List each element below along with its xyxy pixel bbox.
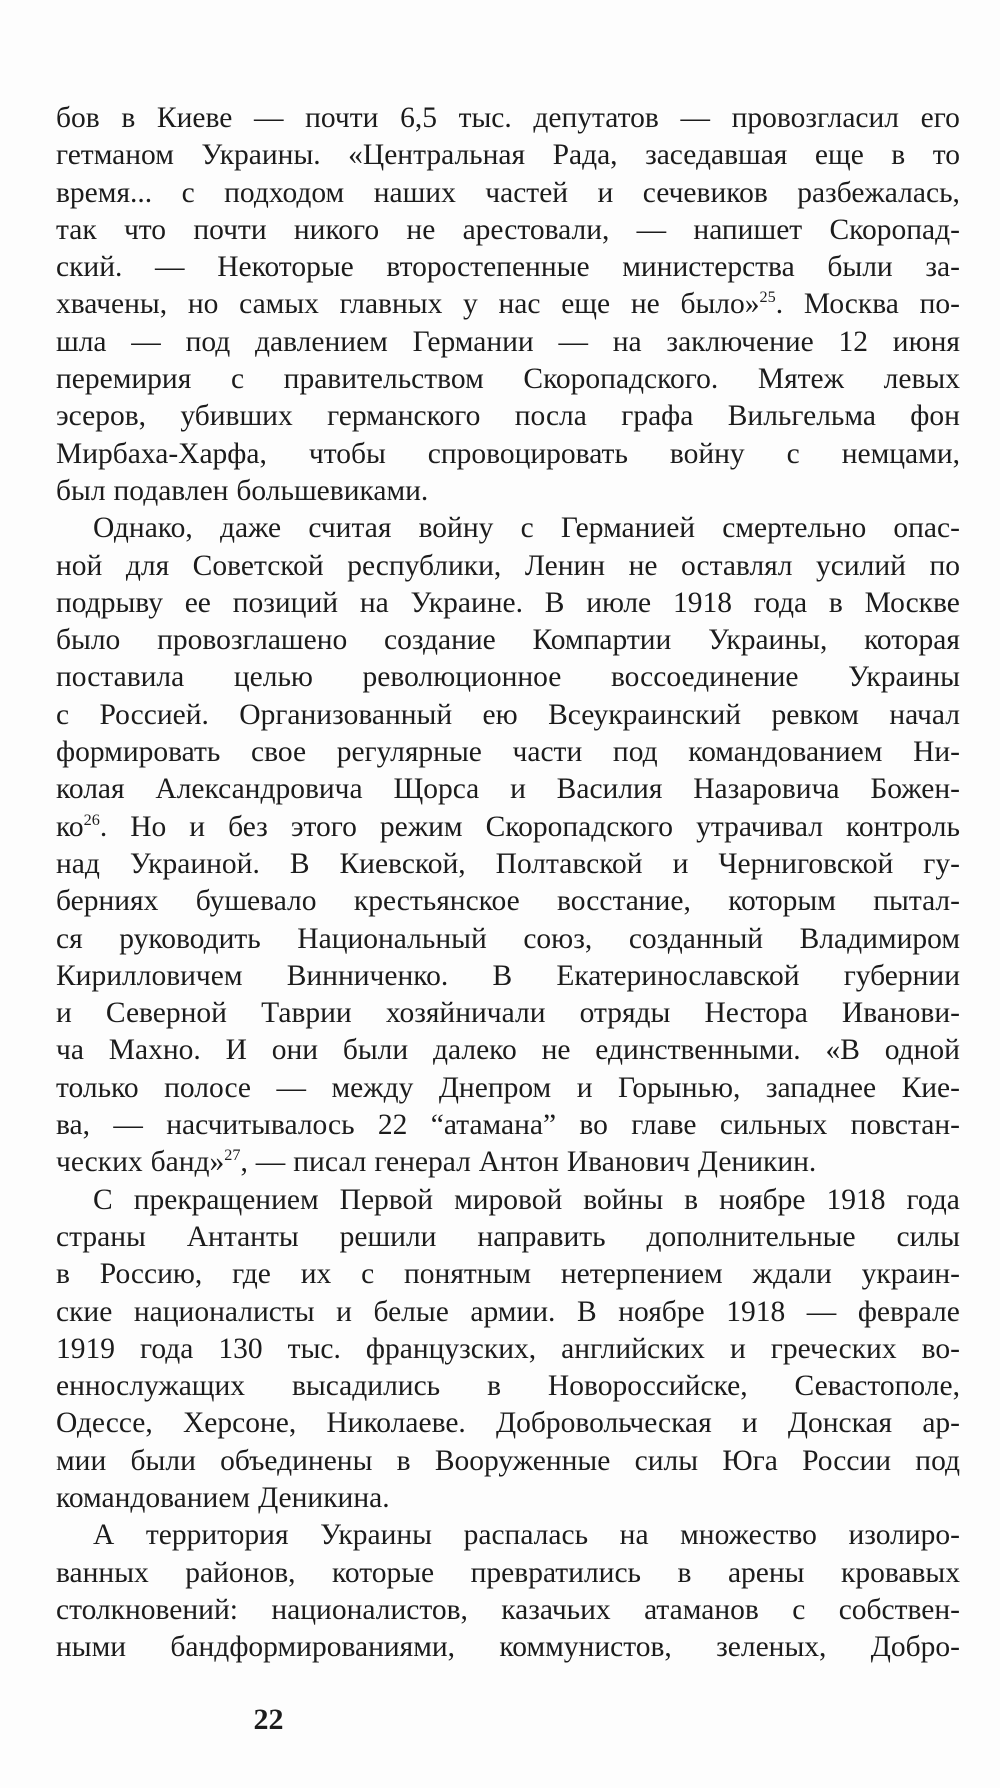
text-line: 1919 года 130 тыс. французских, английских и греческих во- [56, 1332, 960, 1365]
text-line: ся руководить Национальный союз, созданный Владимиром [56, 922, 960, 955]
text-line: с Россией. Организованный ею Всеукраинский ревком начал [56, 698, 960, 731]
text-line: ными бандформированиями, коммунистов, зеленых, Добро- [56, 1631, 960, 1664]
text-line: ский. — Некоторые второстепенные министерства были за- [56, 251, 960, 284]
text-line: ванных районов, которые превратились в арены кровавых [56, 1556, 960, 1589]
text-line: так что почти никого не арестовали, — напишет Скоропад- [56, 213, 960, 246]
text-line: над Украиной. В Киевской, Полтавской и Черниговской гу- [56, 847, 960, 880]
text-line: столкновений: националистов, казачьих атаманов с собствен- [56, 1593, 960, 1626]
text-line: перемирия с правительством Скоропадского. Мятеж левых [56, 363, 960, 396]
text-line: поставила целью революционное воссоединение Украины [56, 661, 960, 694]
text-line: хвачены, но самых главных у нас еще не было»$^{25}$. Москва по- [56, 288, 960, 321]
text-line: берниях бушевало крестьянское восстание, которым пытал- [56, 885, 960, 918]
footnote-ref: 25 [759, 288, 776, 307]
text-line: бов в Киеве — почти 6,5 тыс. депутатов — провозгласил его [56, 102, 960, 134]
text-line: командованием Деникина. [56, 1481, 390, 1514]
text-line: был подавлен большевиками. [56, 474, 429, 507]
text-line: в Россию, где их с понятным нетерпением ждали украин- [56, 1258, 960, 1291]
text-line: еннослужащих высадились в Новороссийске, Севастополе, [56, 1370, 960, 1403]
paragraph-first-line: Однако, даже считая войну с Германией смертельно опас- [93, 512, 960, 545]
text-line: страны Антанты решили направить дополнительные силы [56, 1220, 960, 1253]
text-line: шла — под давлением Германии — на заключение 12 июня [56, 325, 960, 358]
text-line: время... с подходом наших частей и сечевиков разбежалась, [56, 176, 960, 209]
text-line: только полосе — между Днепром и Горынью, западнее Кие- [56, 1071, 960, 1104]
text-line: ной для Советской республики, Ленин не оставлял усилий по [56, 549, 960, 582]
text-line: формировать свое регулярные части под командованием Ни- [56, 736, 960, 769]
text-line: ческих банд»$^{27}$, — писал генерал Антон Иванович Деникин. [56, 1146, 817, 1179]
text-line: гетманом Украины. «Центральная Рада, заседавшая еще в то [56, 139, 960, 172]
text-line: подрыву ее позиций на Украине. В июле 1918 года в Москве [56, 586, 960, 619]
text-line: ские националисты и белые армии. В ноябре 1918 — феврале [56, 1295, 960, 1328]
text-line: эсеров, убивших германского посла графа Вильгельма фон [56, 400, 960, 433]
text-line: $ко^{26}$. Но и без этого режим Скоропадского утрачивал контроль [56, 810, 960, 843]
text-line: ва, — насчитывалось 22 “атамана” во главе сильных повстан- [56, 1109, 960, 1142]
paragraph-first-line: А территория Украины распалась на множество изолиро- [93, 1519, 960, 1552]
body-text [56, 100, 960, 1666]
paragraph-first-line: С прекращением Первой мировой войны в ноябре 1918 года [93, 1183, 960, 1216]
text-line: ча Махно. И они были далеко не единственными. «В одной [56, 1034, 960, 1067]
text-line: Одессе, Херсоне, Николаеве. Добровольческая и Донская ар- [56, 1407, 960, 1440]
text-line: Кирилловичем Винниченко. В Екатеринославской губернии [56, 959, 960, 992]
page-number: 22 [253, 1703, 284, 1736]
text-line: и Северной Таврии хозяйничали отряды Нестора Иванови- [56, 997, 960, 1030]
text-line: Мирбаха-Харфа, чтобы спровоцировать войну с немцами, [56, 437, 960, 470]
text-line: было провозглашено создание Компартии Украины, которая [56, 624, 960, 657]
footnote-ref: 26 [83, 810, 100, 829]
text-line: колая Александровича Щорса и Василия Назаровича Божен- [56, 773, 960, 806]
text-line: мии были объединены в Вооруженные силы Юга России под [56, 1444, 960, 1477]
footnote-ref: 27 [224, 1146, 241, 1165]
